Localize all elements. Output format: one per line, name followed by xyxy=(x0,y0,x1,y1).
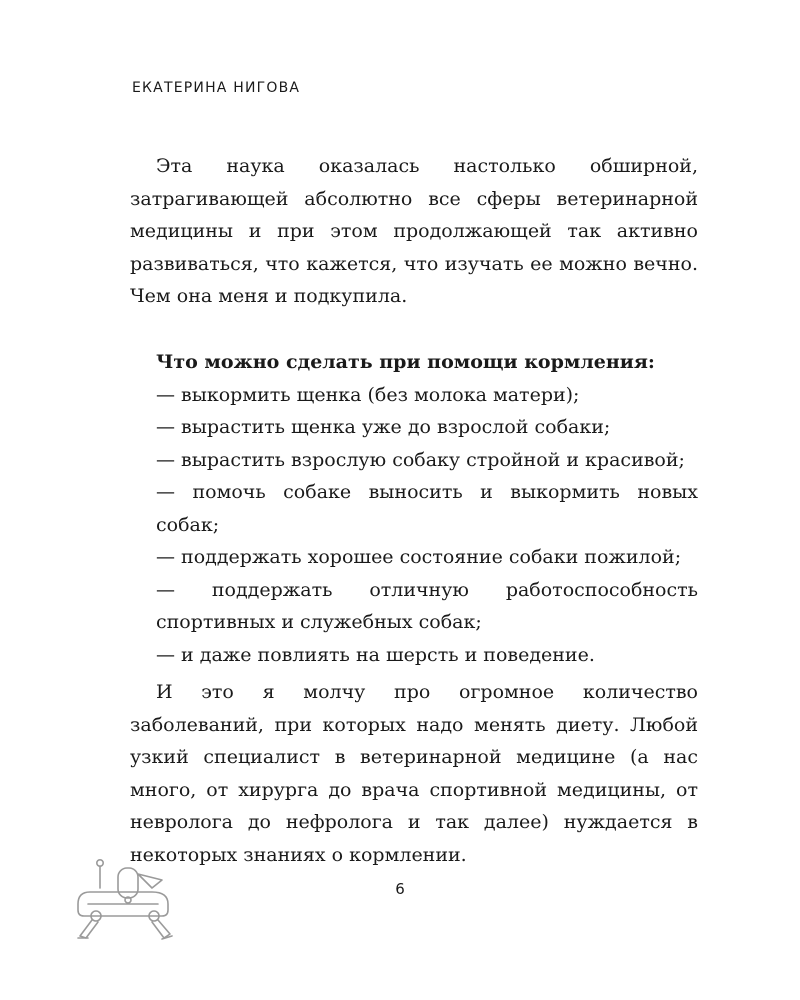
list-item: — вырастить взрослую собаку стройной и красивой; xyxy=(156,448,685,471)
list-heading: Что можно сделать при помощи кормления: xyxy=(156,351,655,373)
feeding-list xyxy=(130,346,698,671)
page-number: 6 xyxy=(395,880,405,898)
list-item: — поддержать отличную работоспособность спортивных и служебных собак; xyxy=(156,578,698,633)
paragraph-diseases: И это я молчу про огромное количество заболеваний, при которых надо менять диету. Любой узкий специалист в ветеринарной медицине (а нас много, от хирурга до врача спортивной медицины, от невролога до нефролога и так далее) нуждается в некоторых знаниях о кормлении. xyxy=(130,681,698,866)
paragraph-intro: Эта наука оказалась настолько обширной, затрагивающей абсолютно все сферы ветеринарной медицины и при этом продолжающей так активно развиваться, что кажется, что изучать ее можно вечно. Чем она меня и подкупила. xyxy=(130,155,698,307)
list-item: — выкормить щенка (без молока матери); xyxy=(156,383,580,406)
list-item: — вырастить щенка уже до взрослой собаки; xyxy=(156,416,611,438)
list-item: — помочь собаке выносить и выкормить новых собак; xyxy=(156,481,698,536)
list-item: — поддержать хорошее состояние собаки пожилой; xyxy=(156,546,682,568)
running-head-author: ЕКАТЕРИНА НИГОВА xyxy=(132,80,301,96)
list-item: — и даже повлиять на шерсть и поведение. xyxy=(156,643,595,666)
